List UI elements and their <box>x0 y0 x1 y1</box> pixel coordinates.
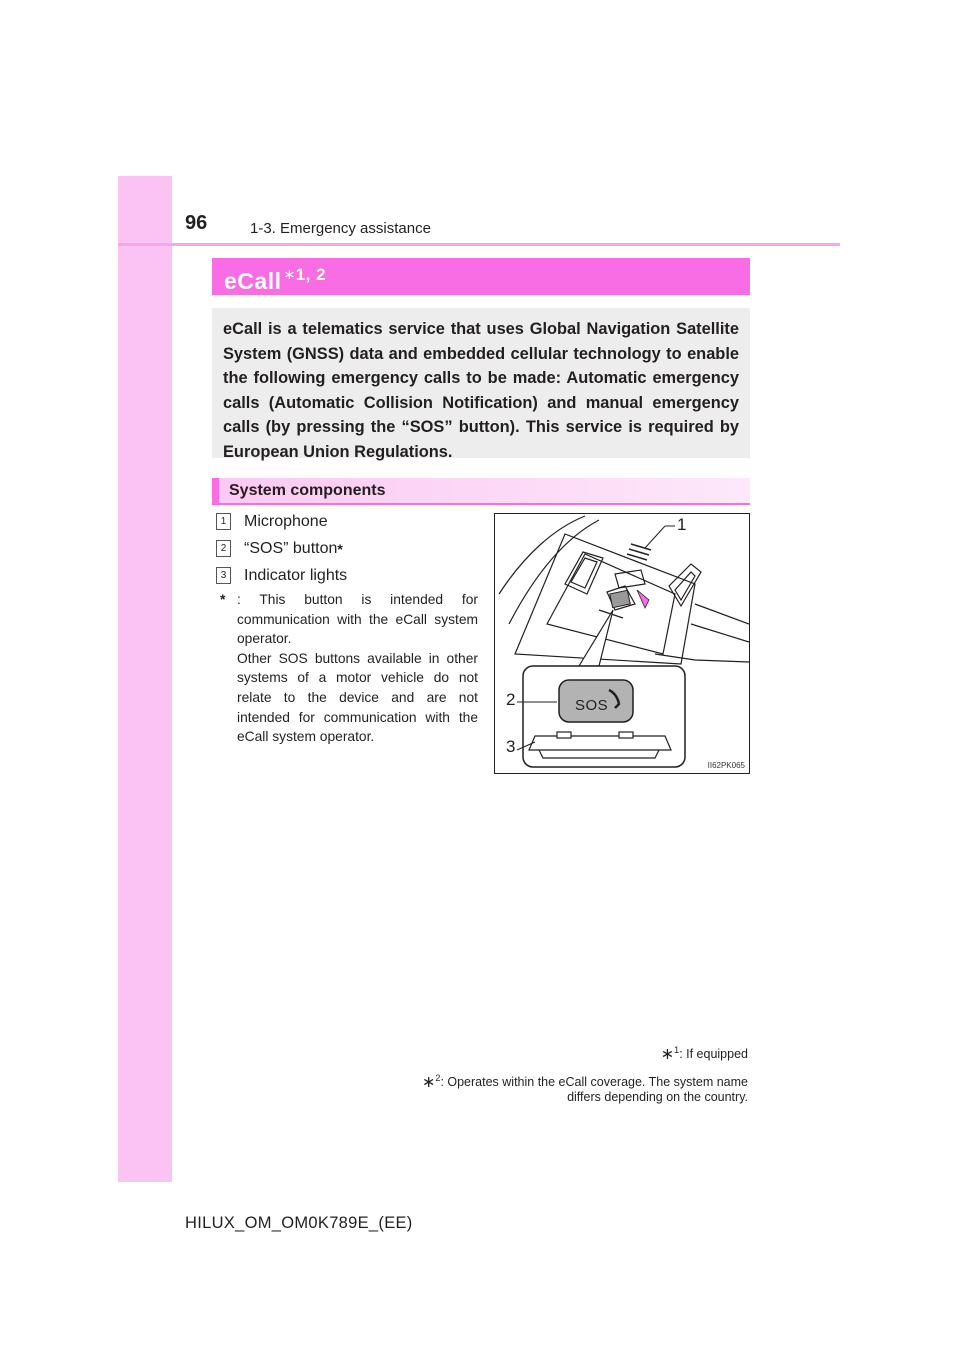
subsection-title: System components <box>229 482 386 499</box>
side-band <box>118 176 172 1182</box>
callout-3-label: 3 <box>506 737 516 756</box>
document-code: HILUX_OM_OM0K789E_(EE) <box>185 1214 413 1232</box>
footnote-2: ∗$^2$: Operates within the eCall coverage. The system name differs depending on the country. <box>188 1071 748 1105</box>
note-star: * <box>220 591 226 607</box>
title-asterisk: ∗ <box>283 266 296 282</box>
page-number: 96 <box>185 212 208 234</box>
list-item <box>216 508 486 535</box>
list-item <box>216 535 486 562</box>
intro-box <box>212 308 750 461</box>
item-footnote-star: * <box>337 540 343 557</box>
overhead-console-drawing <box>495 514 749 773</box>
item-number-badge: 1 <box>216 513 231 530</box>
title-text: eCall <box>224 268 282 294</box>
title-superscript: 1, 2 <box>295 265 327 284</box>
component-list <box>216 508 486 589</box>
intro-text: eCall is a telematics service that uses Global Navigation Satellite System (GNSS) data and embedded cellular technology to enable the following emergency calls to be made: Automatic emergency calls (Automatic Collision Notification) and manual emergency calls (by pressing the “SOS” button). This service is required by European Union Regulations. <box>223 320 739 461</box>
item-label: “SOS” button <box>244 539 338 557</box>
section-label: 1-3. Emergency assistance <box>250 220 431 237</box>
callout-1-label: 1 <box>677 515 687 534</box>
item-number-badge: 3 <box>216 567 231 584</box>
button-note <box>220 590 478 747</box>
component-illustration <box>494 513 750 774</box>
note-text: : This button is intended for communication with the eCall system operator. <box>237 592 478 647</box>
footnote-2-continuation: differs depending on the country. <box>567 1090 748 1105</box>
header-rule <box>118 243 840 246</box>
note-text-2: Other SOS buttons available in other systems of a motor vehicle do not relate to the device and are not intended for communication with the eCall system operator. <box>237 650 478 745</box>
page-title <box>224 265 326 295</box>
figure-code: II62PK065 <box>707 761 745 770</box>
title-bar <box>212 258 750 295</box>
sos-button-label: SOS <box>575 697 609 714</box>
list-item <box>216 562 486 589</box>
subsection-bar <box>212 478 750 505</box>
footnote-1: ∗$^1$: If equipped <box>660 1045 748 1064</box>
item-label: Indicator lights <box>244 566 348 584</box>
footnote-star: ∗ <box>422 1074 436 1092</box>
item-label: Microphone <box>244 512 328 530</box>
footnote-star: ∗ <box>660 1046 675 1064</box>
callout-2-label: 2 <box>506 690 516 709</box>
footnotes <box>188 1043 748 1114</box>
item-number-badge: 2 <box>216 540 231 557</box>
